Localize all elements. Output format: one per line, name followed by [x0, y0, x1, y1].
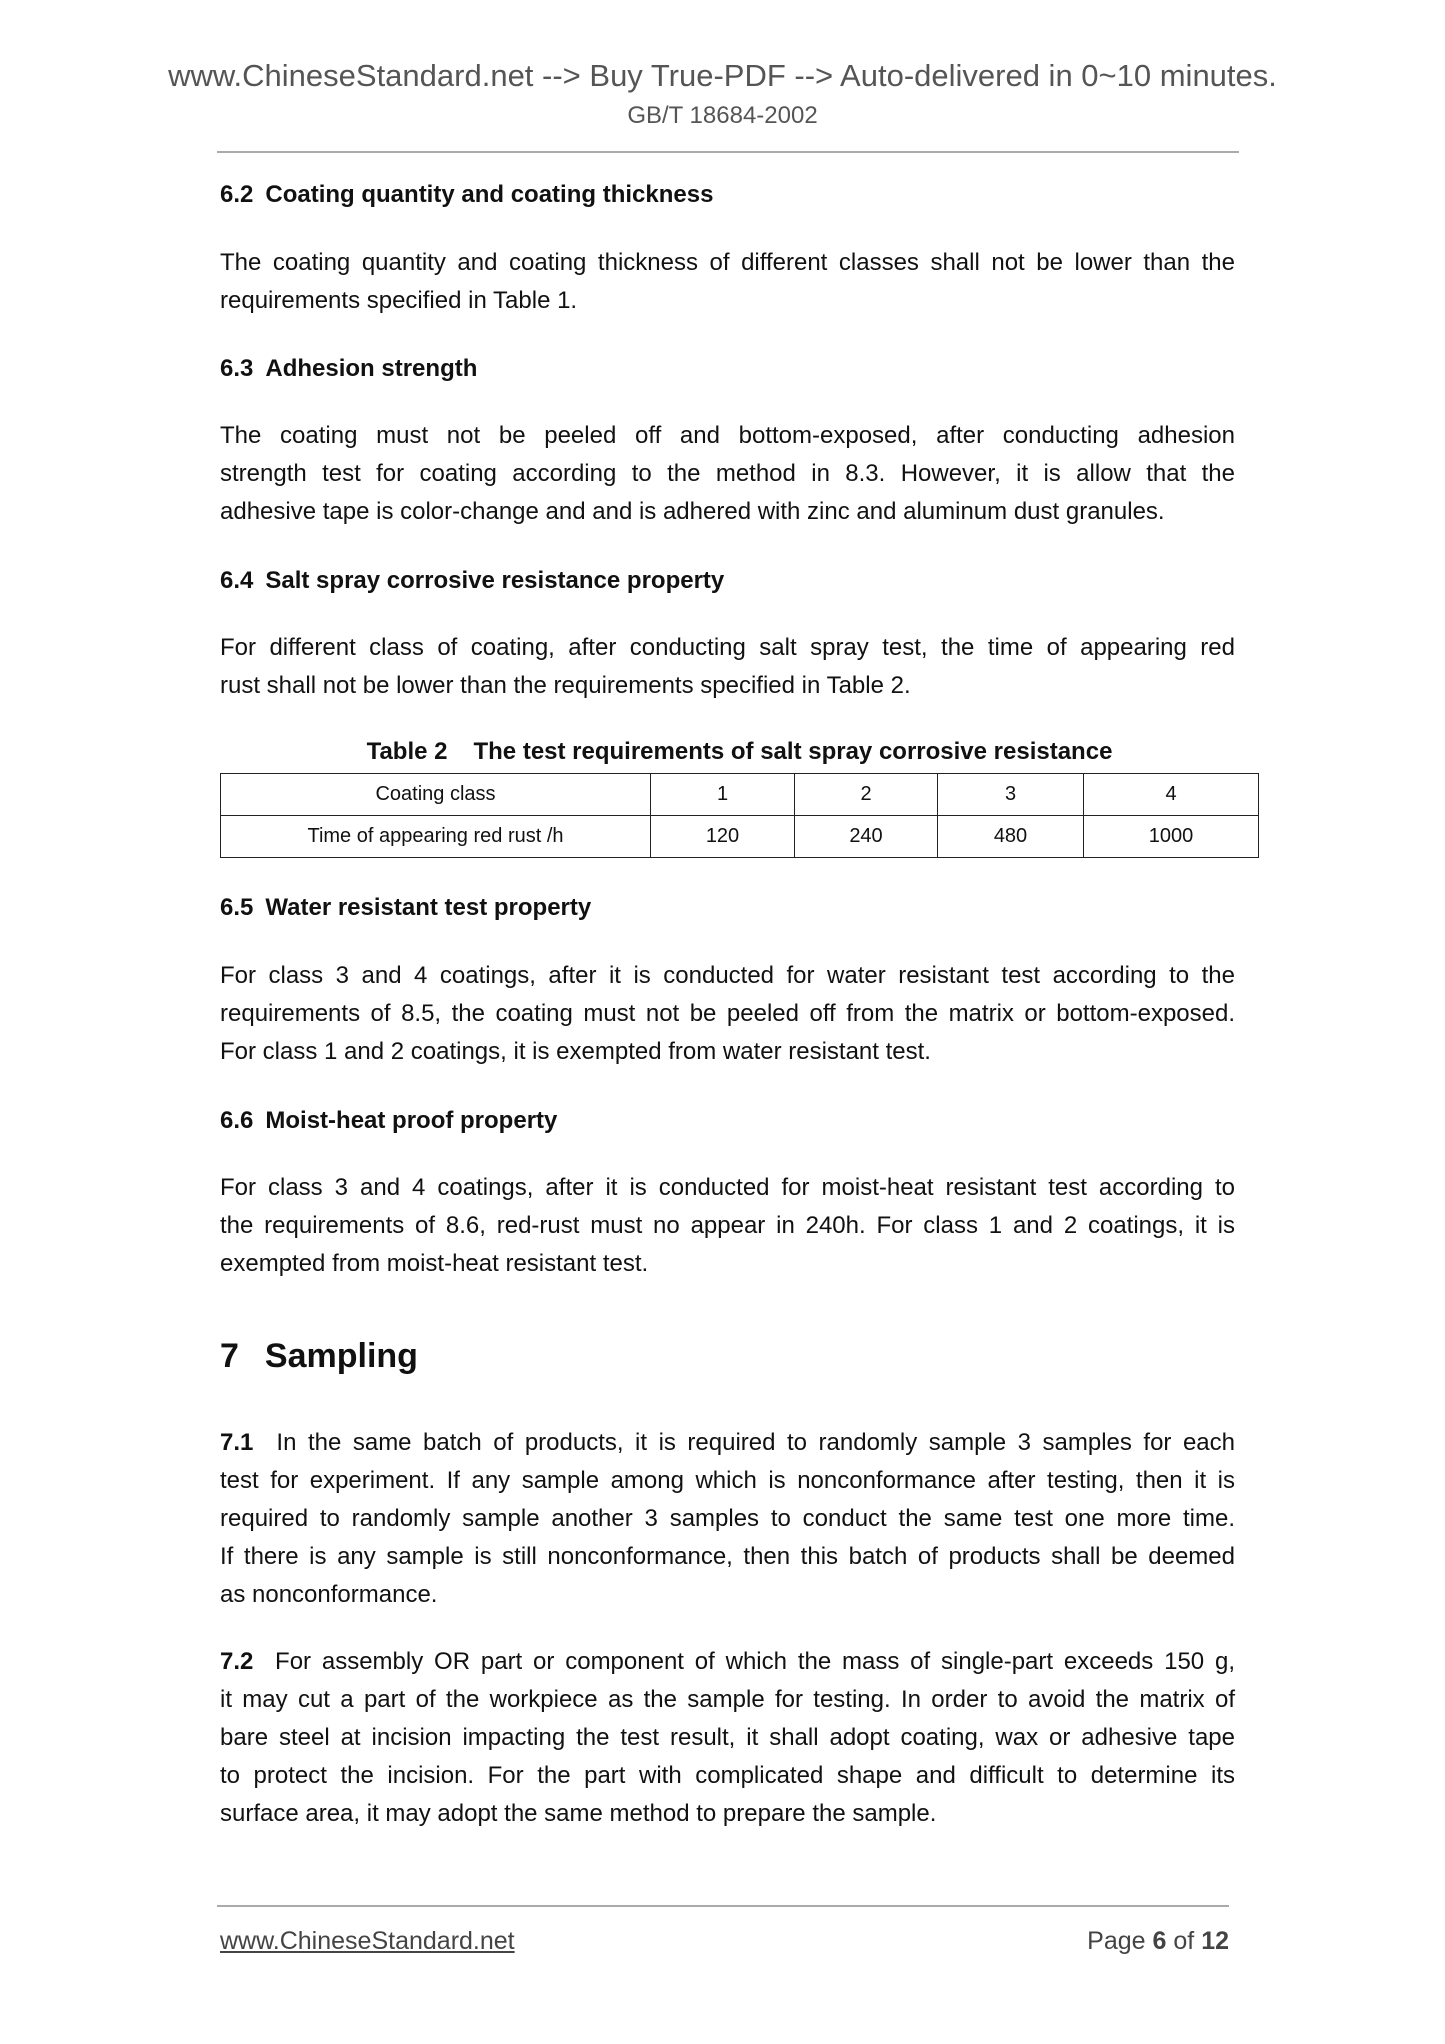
heading-title: Water resistant test property: [265, 894, 592, 921]
table-cell: 3: [938, 774, 1084, 816]
text-line: [220, 1424, 1235, 1462]
page-total: 12: [1201, 1927, 1229, 1955]
standard-code: GB/T 18684-2002: [627, 102, 818, 129]
text-line: exempted from moist-heat resistant test.: [220, 1250, 649, 1278]
text-line: surface area, it may adopt the same method to prepare the sample.: [220, 1800, 937, 1828]
paragraph-6-3: [220, 417, 1235, 531]
table-cell: 240: [795, 816, 938, 858]
paragraph-6-2: [220, 244, 1235, 320]
heading-title: Moist-heat proof property: [265, 1107, 558, 1134]
heading-number: 6.3: [220, 355, 254, 382]
table-number: Table 2: [366, 738, 448, 765]
table-cell: 480: [938, 816, 1084, 858]
paragraph-6-4: [220, 629, 1235, 705]
table-cell: Time of appearing red rust /h: [221, 816, 651, 858]
table-cell: 2: [795, 774, 938, 816]
heading-number: 6.2: [220, 181, 254, 208]
page-current: 6: [1152, 1927, 1167, 1955]
text-span: For assembly OR part or component of which the mass of single-part exceeds 150 g,: [275, 1648, 1235, 1675]
table-cell: 1: [651, 774, 795, 816]
paragraph-6-6: [220, 1169, 1235, 1283]
header-banner: www.ChineseStandard.net --> Buy True-PDF --> Auto-delivered in 0~10 minutes.: [168, 58, 1277, 93]
text-line: The coating must not be peeled off and bottom-exposed, after conducting adhesion: [220, 422, 1235, 449]
text-line: the requirements of 8.6, red-rust must no appear in 240h. For class 1 and 2 coatings, it is: [220, 1212, 1235, 1240]
heading-number: 7: [220, 1337, 239, 1375]
heading-number: 6.6: [220, 1107, 254, 1134]
heading-6-4: [220, 566, 724, 596]
table-cell: Coating class: [221, 774, 651, 816]
text-line: The coating quantity and coating thickness of different classes shall not be lower than the: [220, 249, 1235, 276]
heading-6-5: [220, 893, 591, 923]
heading-title: Adhesion strength: [265, 355, 478, 382]
table-cell: 1000: [1084, 816, 1259, 858]
table-title: The test requirements of salt spray corrosive resistance: [473, 738, 1113, 765]
heading-title: Coating quantity and coating thickness: [265, 181, 714, 208]
table-row: [221, 774, 1259, 816]
page-prefix: Page: [1087, 1927, 1146, 1955]
page-indicator: [1073, 1927, 1229, 1956]
page-of: of: [1173, 1927, 1195, 1955]
paragraph-7-1: [220, 1424, 1235, 1614]
text-line: If there is any sample is still nonconformance, then this batch of products shall be deemed: [220, 1543, 1235, 1571]
text-line: For different class of coating, after conducting salt spray test, the time of appearing red: [220, 634, 1235, 661]
text-line: adhesive tape is color-change and and is adhered with zinc and aluminum dust granules.: [220, 498, 1165, 526]
table-cell: 120: [651, 816, 795, 858]
header-divider: [217, 151, 1239, 153]
paragraph-7-2: [220, 1643, 1235, 1833]
text-line: strength test for coating according to the method in 8.3. However, it is allow that the: [220, 460, 1235, 488]
text-line: to protect the incision. For the part with complicated shape and difficult to determine its: [220, 1762, 1235, 1790]
text-line: it may cut a part of the workpiece as the sample for testing. In order to avoid the matrix of: [220, 1686, 1235, 1714]
footer-divider: [217, 1905, 1229, 1907]
text-line: required to randomly sample another 3 samples to conduct the same test one more time.: [220, 1505, 1235, 1533]
clause-number: 7.2: [220, 1648, 254, 1675]
text-line: For class 3 and 4 coatings, after it is conducted for moist-heat resistant test according to: [220, 1174, 1235, 1201]
text-line: For class 1 and 2 coatings, it is exempted from water resistant test.: [220, 1038, 931, 1066]
heading-6-3: [220, 354, 477, 384]
heading-number: 6.4: [220, 567, 254, 594]
section-7-heading: [220, 1337, 418, 1376]
heading-title: Sampling: [264, 1337, 418, 1375]
text-line: bare steel at incision impacting the test result, it shall adopt coating, wax or adhesive tape: [220, 1724, 1235, 1752]
text-line: requirements of 8.5, the coating must not be peeled off from the matrix or bottom-exposed.: [220, 1000, 1235, 1028]
table-cell: 4: [1084, 774, 1259, 816]
paragraph-6-5: [220, 957, 1235, 1071]
heading-title: Salt spray corrosive resistance property: [265, 567, 725, 594]
salt-spray-table: [220, 773, 1259, 858]
text-line: rust shall not be lower than the requirements specified in Table 2.: [220, 672, 911, 700]
heading-6-6: [220, 1106, 557, 1136]
text-line: For class 3 and 4 coatings, after it is conducted for water resistant test according to the: [220, 962, 1235, 989]
table-row: [221, 816, 1259, 858]
text-line: requirements specified in Table 1.: [220, 287, 578, 315]
text-span: In the same batch of products, it is required to randomly sample 3 samples for each: [276, 1429, 1235, 1456]
text-line: [220, 1643, 1235, 1681]
heading-6-2: [220, 180, 713, 210]
text-line: as nonconformance.: [220, 1581, 438, 1609]
clause-number: 7.1: [220, 1429, 254, 1456]
table-caption: [220, 738, 1259, 766]
footer-site-link[interactable]: www.ChineseStandard.net: [220, 1927, 515, 1955]
heading-number: 6.5: [220, 894, 254, 921]
text-line: test for experiment. If any sample among which is nonconformance after testing, then it is: [220, 1467, 1235, 1495]
